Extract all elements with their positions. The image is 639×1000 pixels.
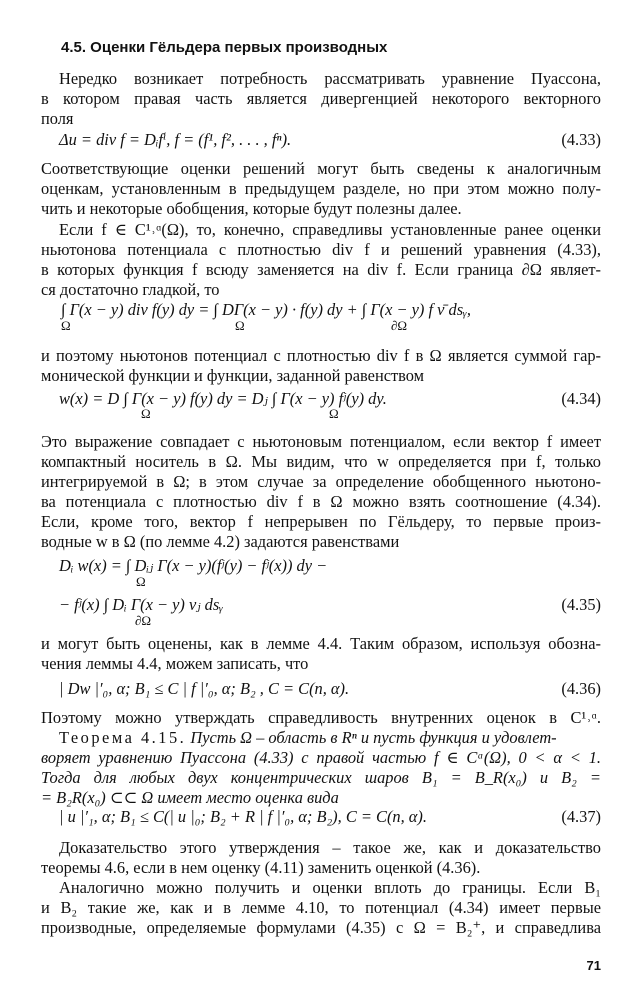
paragraph-line: компактный носитель в Ω. Мы видим, что w определяется при f, только <box>41 452 601 471</box>
paragraph-line: производные, определяемые формулами (4.35) с Ω = B₂⁺, и справедлива <box>41 918 601 937</box>
equation-number: (4.37) <box>561 807 601 826</box>
equation-number: (4.36) <box>561 679 601 698</box>
paragraph-line: теоремы 4.6, если в нем оценку (4.11) заменить оценкой (4.36). <box>41 858 481 877</box>
paragraph-line: ва потенциала с плотностью div f в Ω можно взять соотношение (4.34). <box>41 492 601 511</box>
formula-4-33: Δu = div f = Dᵢfⁱ, f = (f¹, f², . . . , fⁿ). <box>59 130 292 149</box>
paragraph-line: оценкам, установленным в предыдущем разделе, но при этом можно полу- <box>41 179 601 198</box>
paragraph-line: поля <box>41 109 74 128</box>
theorem-label: Теорема 4.15. <box>59 728 187 747</box>
equation-number: (4.35) <box>561 595 601 614</box>
equation-number: (4.34) <box>561 389 601 408</box>
integral-subscript: Ω <box>329 406 339 421</box>
theorem-text: Пусть Ω – область в Rⁿ и пусть функция u удовлет- <box>190 728 557 747</box>
paragraph-line: и поэтому ньютонов потенциал с плотностью div f в Ω является суммой гар- <box>41 346 601 365</box>
paragraph-line: ньютонова потенциала с плотностью div f и решений уравнения (4.33), <box>41 240 601 259</box>
integral-subscript: ∂Ω <box>135 613 152 628</box>
formula-4-37: | u |′₁, α; B₁ ≤ C(| u |₀; B₂ + R | f |′₀, α; B₂), C = C(n, α). <box>59 807 427 826</box>
formula-green: ∫ Γ(x − y) div f(y) dy = ∫ DΓ(x − y) · f(y) dy + ∫ Γ(x − y) f ν̄ dsᵧ, <box>61 300 471 319</box>
paragraph-line: чения леммы 4.4, можем записать, что <box>41 654 309 673</box>
paragraph-line: Поэтому можно утверждать справедливость внутренних оценок в C¹˒ᵅ. <box>41 708 601 727</box>
paragraph-line: Соответствующие оценки решений могут быть сведены к аналогичным <box>41 159 601 178</box>
paragraph-line: интегрируемой в Ω; в этом случае за определение обобщенного ньютоно- <box>41 472 601 491</box>
paragraph-line: и могут быть оценены, как в лемме 4.4. Таким образом, используя обозна- <box>41 634 601 653</box>
formula-4-36: | Dw |′₀, α; B₁ ≤ C | f |′₀, α; B₂ , C = C(n, α). <box>59 679 350 698</box>
paragraph-line: водные w в Ω (по лемме 4.2) задаются равенствами <box>41 532 400 551</box>
theorem-line: воряет уравнению Пуассона (4.33) с правой частью f ∈ Cᵅ(Ω), 0 < α < 1. <box>41 748 601 767</box>
integral-subscript: ∂Ω <box>391 318 408 333</box>
theorem-line: = B₂R(x₀) ⊂⊂ Ω имеет место оценка вида <box>41 788 339 807</box>
paragraph-line: Нередко возникает потребность рассматривать уравнение Пуассона, <box>59 69 601 88</box>
formula-4-34: w(x) = D ∫ Γ(x − y) f(y) dy = Dⱼ ∫ Γ(x − y) fʲ(y) dy. <box>59 389 387 408</box>
paragraph-line: чить и некоторые обобщения, которые будут полезны далее. <box>41 199 462 218</box>
integral-subscript: Ω <box>136 574 146 589</box>
paragraph-line: ся достаточно гладкой, то <box>41 280 220 299</box>
paragraph-line: Это выражение совпадает с ньютоновым потенциалом, если вектор f имеет <box>41 432 601 451</box>
theorem-first-line <box>41 728 601 748</box>
integral-subscript: Ω <box>61 318 71 333</box>
paragraph-line: и B₂ такие же, как и в лемме 4.10, то потенциал (4.34) имеет первые <box>41 898 601 917</box>
formula-4-35a: Dᵢ w(x) = ∫ Dᵢⱼ Γ(x − y)(fʲ(y) − fʲ(x)) dy − <box>59 556 328 575</box>
formula-4-35b: − fʲ(x) ∫ Dᵢ Γ(x − y) νⱼ dsᵧ <box>59 595 224 614</box>
paragraph-line: в котором правая часть является дивергенцией некоторого векторного <box>41 89 601 108</box>
page-number: 71 <box>586 958 601 973</box>
paragraph-line: Доказательство этого утверждения – такое же, как и доказательство <box>59 838 601 857</box>
theorem-line: Тогда для любых двух концентрических шаров B₁ = B_R(x₀) и B₂ = <box>41 768 601 787</box>
paragraph-line: в которых функция f всюду заменяется на div f. Если граница ∂Ω являет- <box>41 260 601 279</box>
paragraph-line: Аналогично можно получить и оценки вплоть до границы. Если B₁ <box>59 878 601 897</box>
paragraph-line: монической функции и функции, заданной равенством <box>41 366 425 385</box>
integral-subscript: Ω <box>141 406 151 421</box>
equation-number: (4.33) <box>561 130 601 149</box>
paragraph-line: Если, кроме того, вектор f непрерывен по Гёльдеру, то первые произ- <box>41 512 601 531</box>
integral-subscript: Ω <box>235 318 245 333</box>
paragraph-line: Если f ∈ C¹˒ᵅ(Ω), то, конечно, справедливы установленные ранее оценки <box>59 220 601 239</box>
section-heading: 4.5. Оценки Гёльдера первых производных <box>61 39 388 56</box>
